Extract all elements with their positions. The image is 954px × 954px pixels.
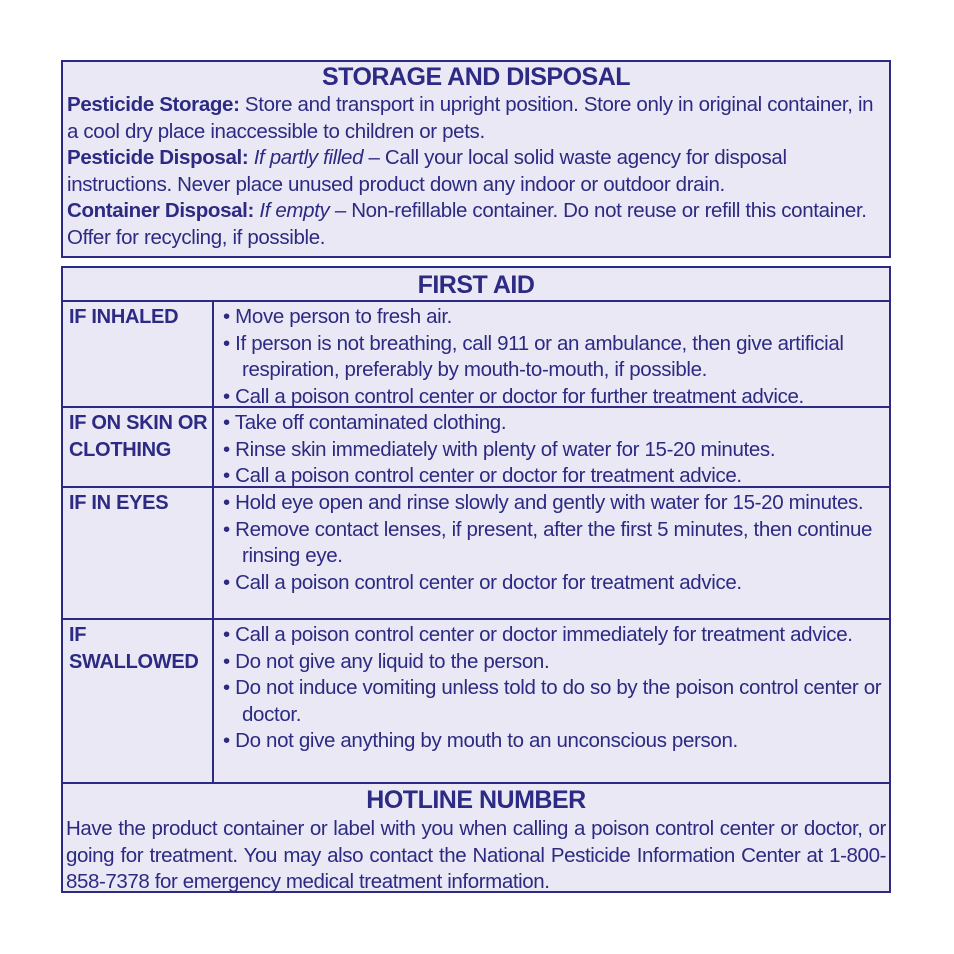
container-disposal	[67, 198, 885, 251]
list-item: • Call a poison control center or doctor for treatment advice.	[223, 570, 742, 594]
container-disposal-text: – Non-refillable container. Do not reuse or refill this container. Offer for recycling, if possible.	[67, 199, 867, 249]
list-item: • Call a poison control center or doctor immediately for treatment advice.	[223, 623, 853, 646]
list-item: • Do not give any liquid to the person.	[223, 649, 550, 673]
pesticide-storage	[67, 92, 885, 145]
row-label-eyes: IF IN EYES	[63, 488, 214, 618]
row-label-inhaled: IF INHALED	[63, 302, 214, 406]
list-item: • Hold eye open and rinse slowly and gently with water for 15-20 minutes.	[223, 491, 864, 514]
list-item: • Take off contaminated clothing.	[223, 411, 507, 434]
hotline-text: Have the product container or label with you when calling a poison control center or doctor, or going for treatment. You may also contact the National Pesticide Information Center at 1-800-858-7378 for emergency medical treatment information.	[66, 817, 886, 893]
pesticide-disposal-label: Pesticide Disposal:	[67, 146, 249, 169]
row-label-swallowed: IF SWALLOWED	[63, 620, 214, 782]
list-item: • Rinse skin immediately with plenty of water for 15-20 minutes.	[223, 437, 776, 461]
container-disposal-label: Container Disposal:	[67, 199, 254, 222]
list-item: • Move person to fresh air.	[223, 305, 453, 328]
row-items-inhaled	[214, 302, 889, 406]
storage-disposal-box	[61, 60, 891, 258]
first-aid-row-eyes	[63, 488, 889, 620]
row-items-swallowed	[214, 620, 889, 782]
row-label-skin: IF ON SKIN OR CLOTHING	[63, 408, 214, 486]
row-items-eyes	[214, 488, 889, 618]
pesticide-disposal-condition: If partly filled	[248, 146, 364, 169]
container-disposal-condition: If empty	[254, 199, 330, 222]
pesticide-disposal	[67, 145, 885, 198]
first-aid-row-swallowed	[63, 620, 889, 784]
first-aid-row-skin	[63, 408, 889, 488]
pesticide-storage-label: Pesticide Storage:	[67, 93, 240, 116]
first-aid-title: FIRST AID	[63, 268, 889, 302]
pesticide-disposal-text: – Call your local solid waste agency for disposal instructions. Never place unused product down any indoor or outdoor drain.	[67, 146, 787, 196]
list-item: • Do not give anything by mouth to an unconscious person.	[223, 729, 738, 752]
list-item: • Call a poison control center or doctor for treatment advice.	[223, 464, 742, 487]
list-item: • Call a poison control center or doctor for further treatment advice.	[223, 384, 804, 408]
list-item: • If person is not breathing, call 911 or an ambulance, then give artificial respiration, preferably by mouth-to-mouth, if possible.	[223, 331, 844, 381]
row-items-skin	[214, 408, 889, 486]
hotline-title: HOTLINE NUMBER	[366, 786, 586, 814]
first-aid-box	[61, 266, 891, 893]
list-item: • Remove contact lenses, if present, after the first 5 minutes, then continue rinsing eye.	[223, 517, 873, 567]
storage-paragraph	[63, 92, 889, 251]
first-aid-row-inhaled	[63, 302, 889, 408]
pesticide-storage-text: Store and transport in upright position. Store only in original container, in a cool dry place inaccessible to children or pets.	[67, 93, 874, 143]
storage-title: STORAGE AND DISPOSAL	[321, 63, 631, 91]
list-item: • Do not induce vomiting unless told to do so by the poison control center or doctor.	[223, 676, 882, 726]
